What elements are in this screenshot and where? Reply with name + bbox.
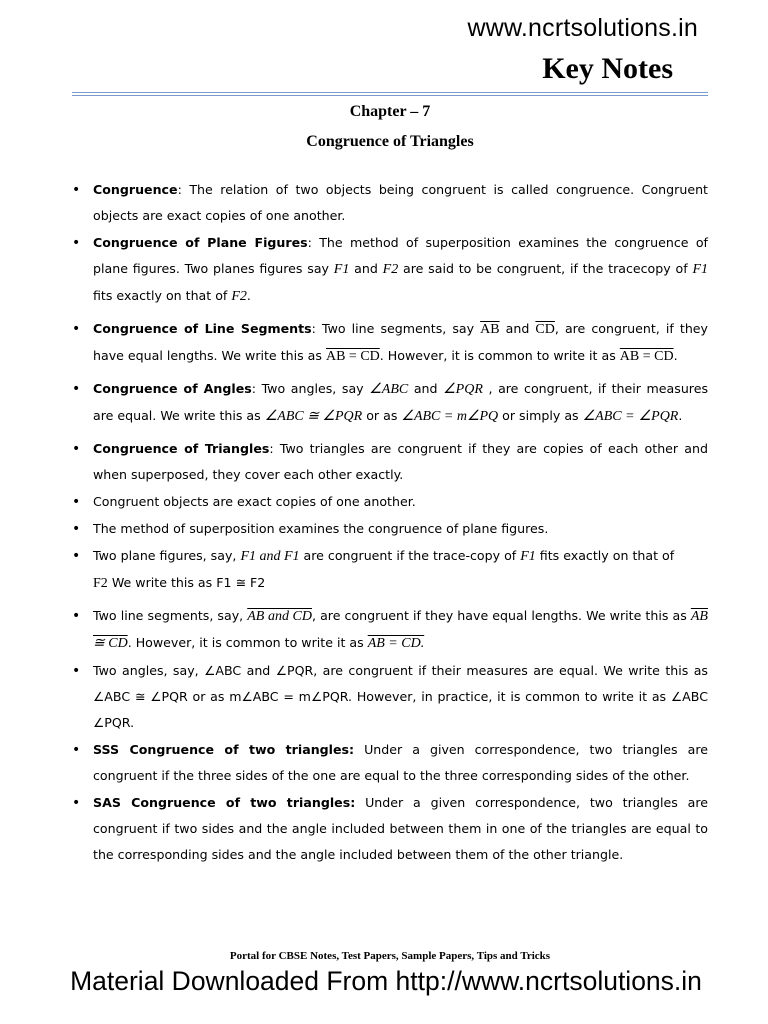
key-notes-heading: Key Notes bbox=[542, 52, 673, 85]
note-angles-measure: • Two angles, say, ∠ABC and ∠PQR, are congruent if their measures are equal. We write this as ∠ABC ≅ ∠PQR or as m∠ABC = m∠PQR. However, in practice, it is common to write it as ∠ABC ∠PQR. bbox=[72, 658, 708, 736]
chapter-title: Congruence of Triangles bbox=[306, 133, 474, 150]
note-line-segments: • Congruence of Line Segments: Two line segments, say $\overline{AB}$ and $\overline{CD}$, are congruent, if they have equal lengths. We write this as AB = CD. However, it is common to write it as AB = CD. bbox=[72, 316, 708, 370]
note-triangles: • Congruence of Triangles: Two triangles are congruent if they are copies of each other and when superposed, they cover each other exactly. bbox=[72, 436, 708, 488]
footer-download-link[interactable]: Material Downloaded From http://www.ncrtsolutions.in bbox=[70, 966, 702, 996]
site-url: www.ncrtsolutions.in bbox=[467, 14, 698, 42]
note-congruence: • Congruence: The relation of two objects being congruent is called congruence. Congruent objects are exact copies of one another. bbox=[72, 177, 708, 229]
note-superposition: • The method of superposition examines the congruence of plane figures. bbox=[72, 516, 708, 542]
note-plane-figures-trace: • Two plane figures, say, F1 and F1 are congruent if the trace-copy of F1 fits exactly on that of F2 We write this as F1 ≅ F2 bbox=[72, 543, 708, 597]
note-exact-copies: • Congruent objects are exact copies of one another. bbox=[72, 489, 708, 515]
header-rule bbox=[72, 92, 708, 96]
note-sas: • SAS Congruence of two triangles: Under a given correspondence, two triangles are congruent if two sides and the angle included between them in one of the triangles are equal to the corresponding sides and the angle included between them of the other triangle. bbox=[72, 790, 708, 868]
note-angles: • Congruence of Angles: Two angles, say ∠ABC and ∠PQR , are congruent, if their measures are equal. We write this as ∠ABC ≅ ∠PQR or as ∠ABC = m∠PQ or simply as ∠ABC = ∠PQR. bbox=[72, 376, 708, 430]
footer-portal-text: Portal for CBSE Notes, Test Papers, Sample Papers, Tips and Tricks bbox=[229, 950, 551, 962]
note-plane-figures: • Congruence of Plane Figures: The method of superposition examines the congruence of plane figures. Two planes figures say F1 and F2 are said to be congruent, if the tracecopy of F1 fits exactly on that of F2. bbox=[72, 230, 708, 310]
note-sss: • SSS Congruence of two triangles: Under a given correspondence, two triangles are congruent if the three sides of the one are equal to the three corresponding sides of the other. bbox=[72, 737, 708, 789]
note-line-segments-overline: • Two line segments, say, AB and CD, are congruent if they have equal lengths. We write this as AB ≅ CD. However, it is common to write it as AB = CD. bbox=[72, 603, 708, 657]
chapter-number: Chapter – 7 bbox=[349, 103, 431, 120]
notes-list bbox=[72, 177, 708, 869]
